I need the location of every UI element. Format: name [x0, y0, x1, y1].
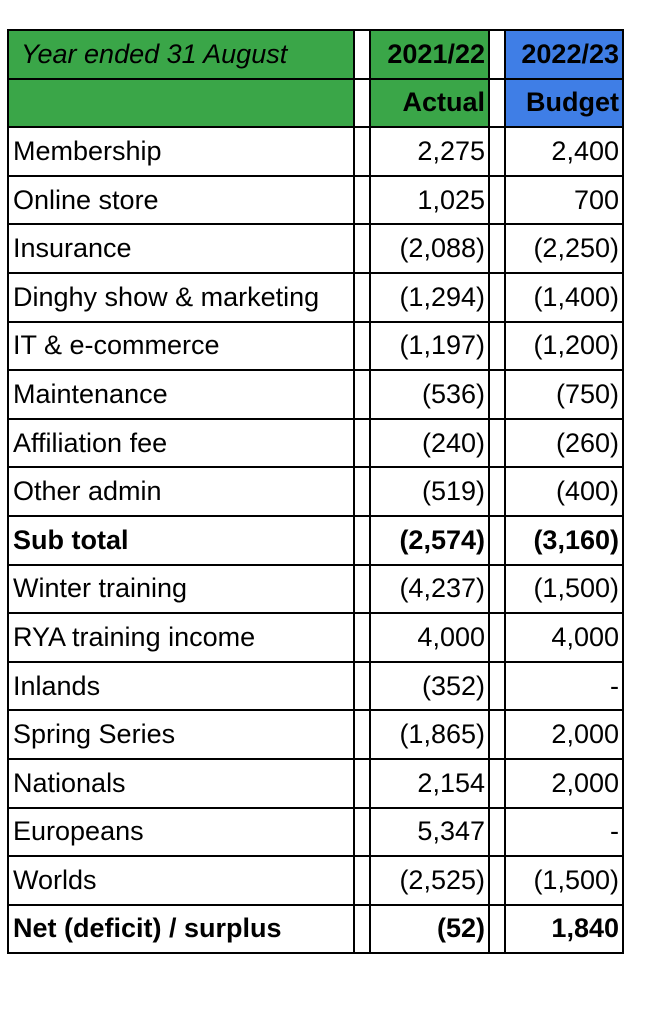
column-gap [354, 79, 370, 128]
column-gap [489, 905, 505, 954]
column-gap [354, 759, 370, 808]
row-label: Affiliation fee [8, 419, 354, 468]
actual-value: 2,154 [370, 759, 489, 808]
column-gap [489, 467, 505, 516]
header-row-years [8, 30, 623, 79]
table-row [8, 710, 623, 759]
actual-value: 1,025 [370, 176, 489, 225]
header-row-types [8, 79, 623, 128]
column-gap [354, 176, 370, 225]
column-gap [354, 565, 370, 614]
column-gap [354, 273, 370, 322]
financial-summary-table [7, 29, 624, 954]
row-label: Europeans [8, 808, 354, 857]
budget-value: (1,500) [505, 856, 623, 905]
table-row [8, 856, 623, 905]
actual-year-header: 2021/22 [370, 30, 489, 79]
column-gap [489, 759, 505, 808]
budget-value: 2,400 [505, 127, 623, 176]
actual-type-header: Actual [370, 79, 489, 128]
budget-year-header: 2022/23 [505, 30, 623, 79]
column-gap [489, 30, 505, 79]
actual-value: 4,000 [370, 613, 489, 662]
actual-value: (52) [370, 905, 489, 954]
row-label: Sub total [8, 516, 354, 565]
column-gap [354, 30, 370, 79]
row-label: Inlands [8, 662, 354, 711]
actual-value: (352) [370, 662, 489, 711]
column-gap [354, 224, 370, 273]
budget-value: (1,200) [505, 322, 623, 371]
budget-value: - [505, 808, 623, 857]
column-gap [354, 710, 370, 759]
row-label: Winter training [8, 565, 354, 614]
column-gap [489, 808, 505, 857]
table-row [8, 467, 623, 516]
actual-value: (2,525) [370, 856, 489, 905]
header-blank-cell [8, 79, 354, 128]
actual-value: 2,275 [370, 127, 489, 176]
table-row [8, 127, 623, 176]
column-gap [354, 467, 370, 516]
row-label: Spring Series [8, 710, 354, 759]
column-gap [489, 856, 505, 905]
actual-value: (240) [370, 419, 489, 468]
budget-value: (1,500) [505, 565, 623, 614]
table-row [8, 759, 623, 808]
budget-value: (750) [505, 370, 623, 419]
column-gap [354, 419, 370, 468]
column-gap [354, 905, 370, 954]
column-gap [489, 565, 505, 614]
row-label: Online store [8, 176, 354, 225]
actual-value: (1,865) [370, 710, 489, 759]
column-gap [354, 613, 370, 662]
row-label: RYA training income [8, 613, 354, 662]
row-label: Other admin [8, 467, 354, 516]
column-gap [489, 79, 505, 128]
budget-value: (2,250) [505, 224, 623, 273]
column-gap [354, 370, 370, 419]
column-gap [489, 322, 505, 371]
column-gap [354, 808, 370, 857]
row-label: Dinghy show & marketing [8, 273, 354, 322]
column-gap [489, 613, 505, 662]
budget-value: 4,000 [505, 613, 623, 662]
column-gap [489, 710, 505, 759]
column-gap [489, 273, 505, 322]
budget-value: (1,400) [505, 273, 623, 322]
row-label: Nationals [8, 759, 354, 808]
column-gap [489, 370, 505, 419]
budget-type-header: Budget [505, 79, 623, 128]
column-gap [354, 662, 370, 711]
column-gap [489, 662, 505, 711]
column-gap [489, 127, 505, 176]
column-gap [489, 516, 505, 565]
table-row [8, 905, 623, 954]
column-gap [354, 856, 370, 905]
row-label: Insurance [8, 224, 354, 273]
budget-value: (400) [505, 467, 623, 516]
budget-value: (260) [505, 419, 623, 468]
actual-value: (536) [370, 370, 489, 419]
actual-value: (519) [370, 467, 489, 516]
budget-value: 1,840 [505, 905, 623, 954]
actual-value: (4,237) [370, 565, 489, 614]
column-gap [354, 127, 370, 176]
budget-value: - [505, 662, 623, 711]
table-row [8, 419, 623, 468]
table-row [8, 370, 623, 419]
row-label: IT & e-commerce [8, 322, 354, 371]
column-gap [354, 516, 370, 565]
table-row [8, 516, 623, 565]
row-label: Worlds [8, 856, 354, 905]
table-row [8, 808, 623, 857]
column-gap [354, 322, 370, 371]
actual-value: (1,197) [370, 322, 489, 371]
actual-value: (2,088) [370, 224, 489, 273]
column-gap [489, 419, 505, 468]
actual-value: (1,294) [370, 273, 489, 322]
budget-value: 2,000 [505, 710, 623, 759]
table-row [8, 273, 623, 322]
actual-value: (2,574) [370, 516, 489, 565]
period-label: Year ended 31 August [8, 30, 354, 79]
table-row [8, 176, 623, 225]
budget-value: (3,160) [505, 516, 623, 565]
table-row [8, 224, 623, 273]
row-label: Membership [8, 127, 354, 176]
table-row [8, 613, 623, 662]
column-gap [489, 176, 505, 225]
actual-value: 5,347 [370, 808, 489, 857]
table-row [8, 662, 623, 711]
row-label: Maintenance [8, 370, 354, 419]
budget-value: 700 [505, 176, 623, 225]
column-gap [489, 224, 505, 273]
table-row [8, 565, 623, 614]
row-label: Net (deficit) / surplus [8, 905, 354, 954]
budget-value: 2,000 [505, 759, 623, 808]
table-row [8, 322, 623, 371]
